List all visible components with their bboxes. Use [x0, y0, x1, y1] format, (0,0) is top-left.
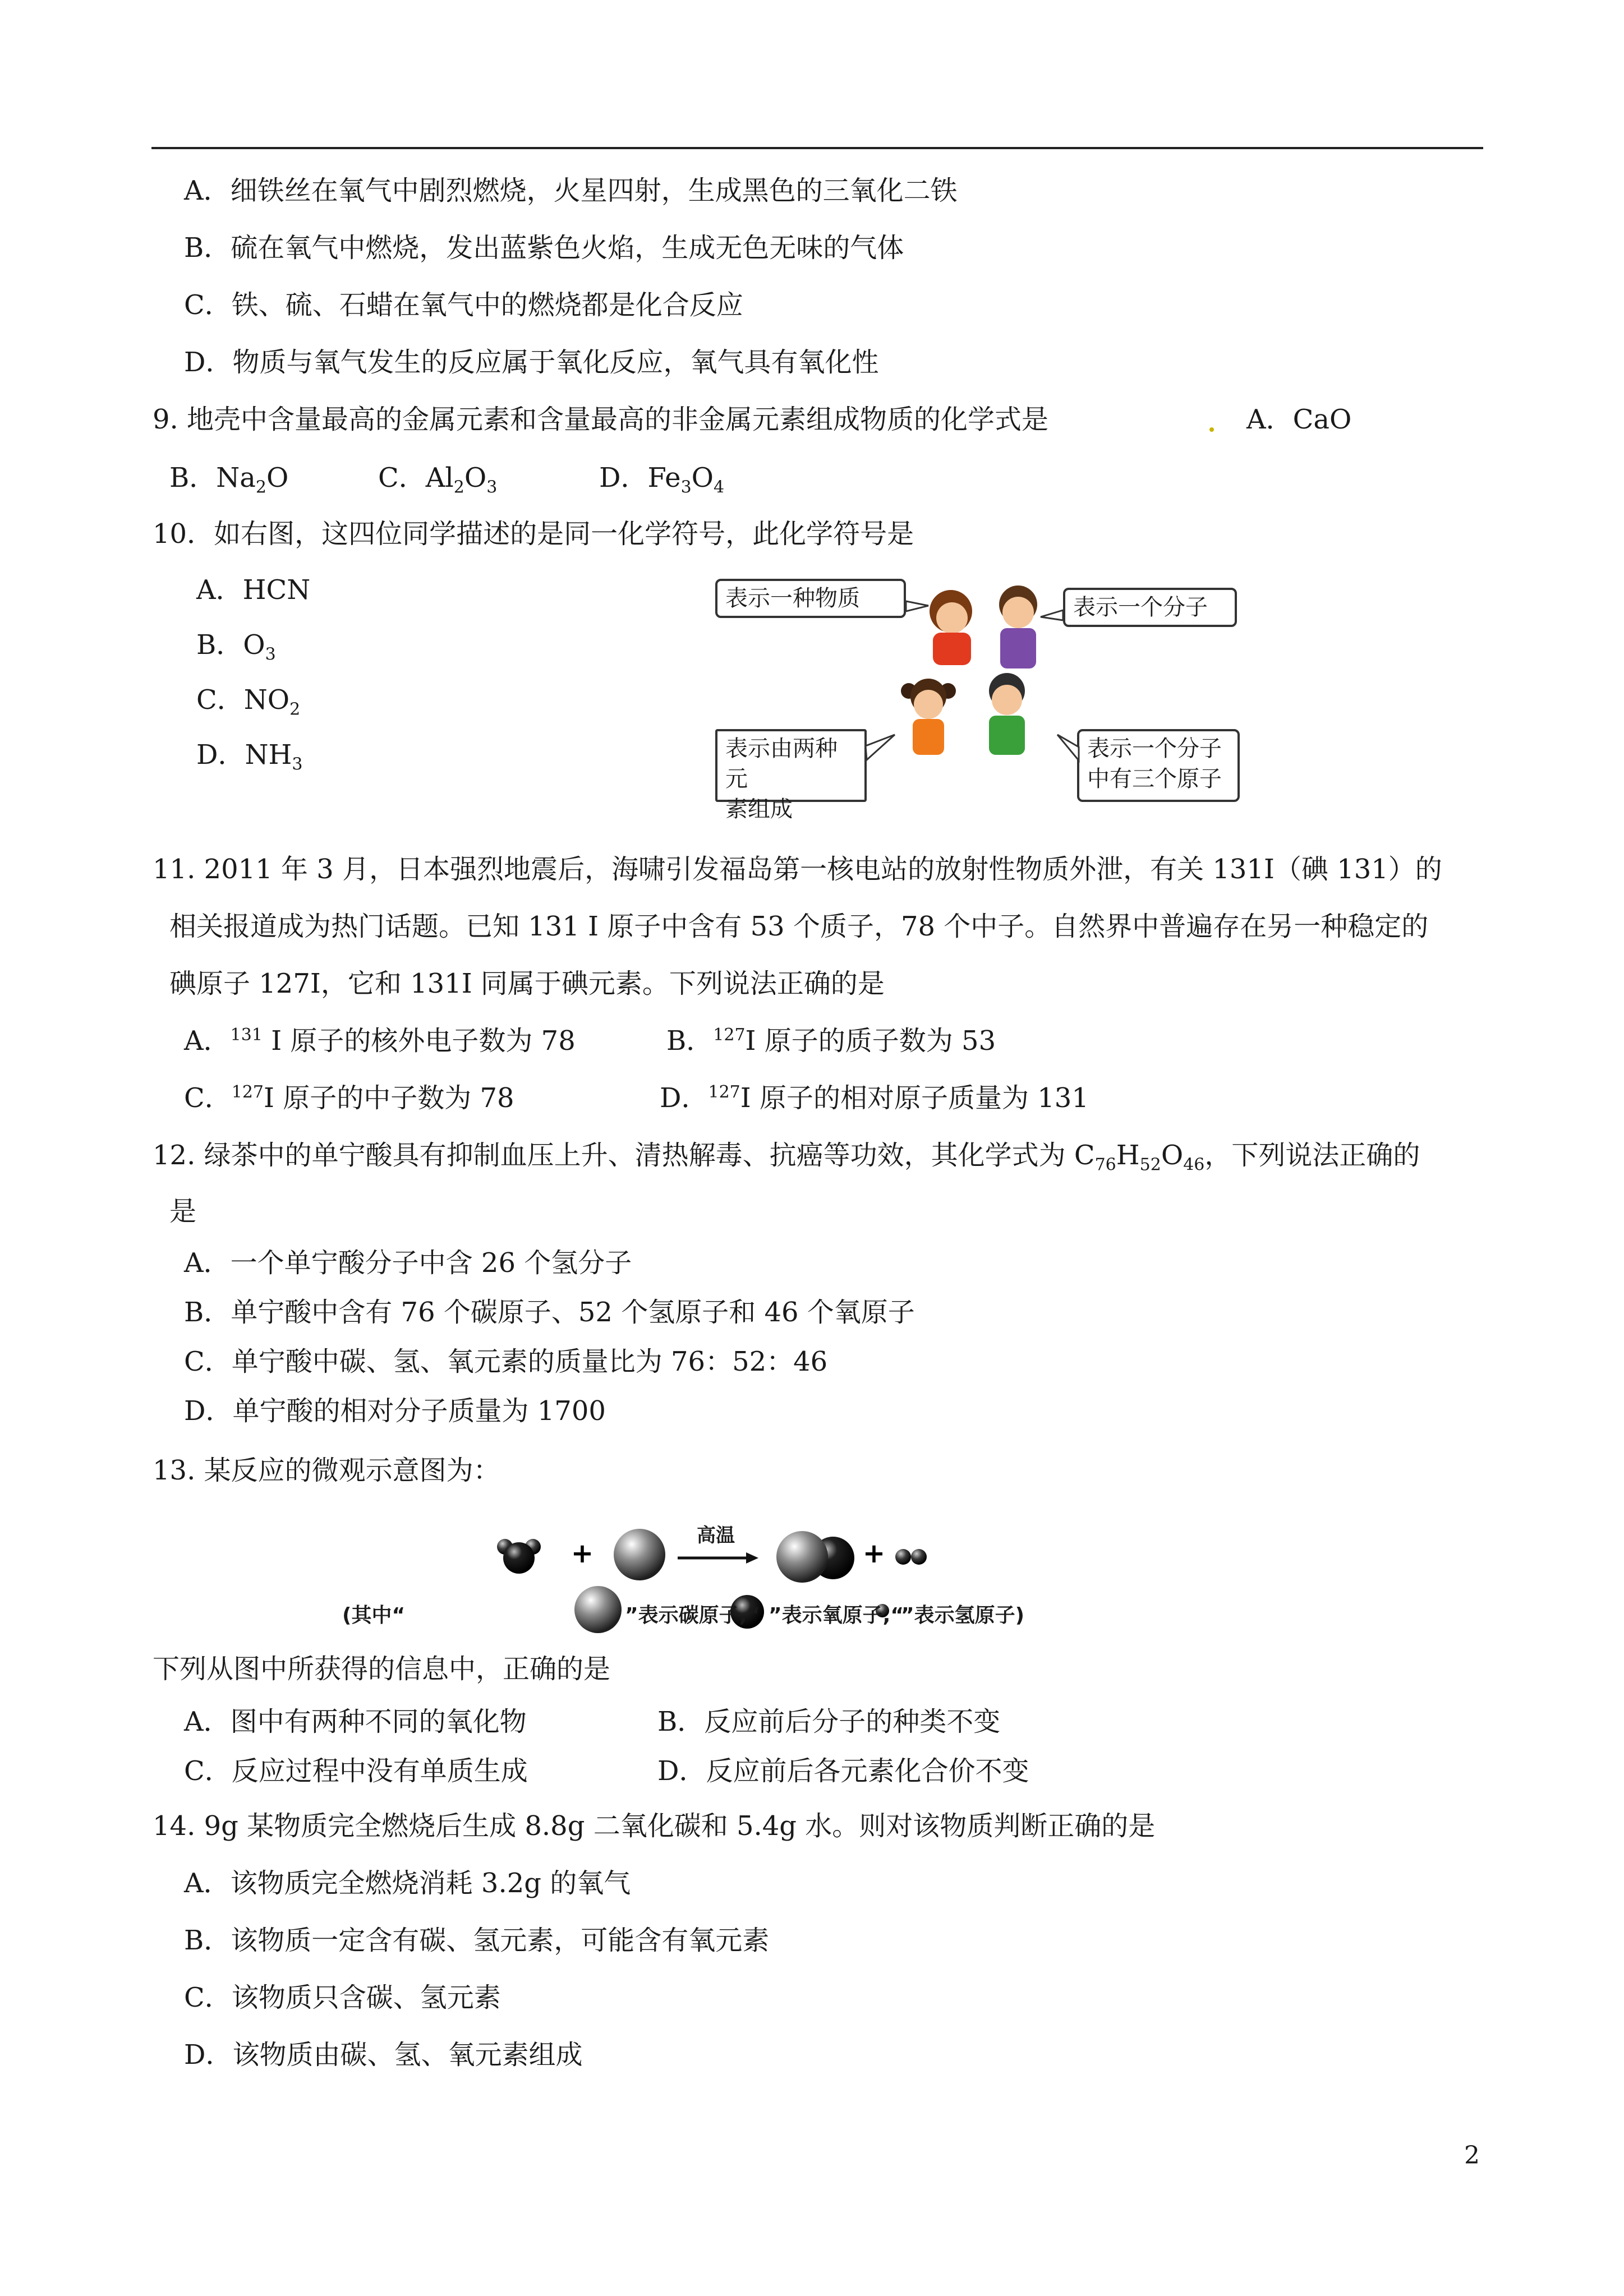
q12-stem-line1: 12. 绿茶中的单宁酸具有抑制血压上升、清热解毒、抗癌等功效，其化学式为 $C_{76}H_{52}O_{46}$，下列说法正确的 — [153, 1140, 1420, 1175]
q9-option-b: B．$Na_2O$ — [169, 462, 289, 497]
student-1-figure — [930, 590, 972, 665]
q11-option-d: D．$^{127}$I 原子的相对原子质量为 131 — [660, 1082, 1089, 1114]
q10-bubble-three-atoms-line1: 表示一个分子 — [1087, 736, 1222, 762]
q13-stem: 13. 某反应的微观示意图为： — [153, 1455, 500, 1486]
carbon-atom — [614, 1529, 665, 1580]
student-3-figure — [901, 679, 956, 755]
q8-option-c: C．铁、硫、石蜡在氧气中的燃烧都是化合反应 — [184, 289, 743, 321]
q9-option-a: A．CaO — [1246, 404, 1352, 435]
q8-option-a: A．细铁丝在氧气中剧烈燃烧，火星四射，生成黑色的三氧化二铁 — [184, 175, 958, 206]
water-molecule — [497, 1539, 541, 1574]
q10-option-b: B．$O_3$ — [196, 629, 276, 665]
q11-option-c: C．$^{127}$I 原子的中子数为 78 — [184, 1082, 514, 1114]
student-2-figure — [999, 585, 1037, 668]
q9-option-d: D．$Fe_3O_4$ — [599, 462, 725, 497]
q10-bubble-substance: 表示一种物质 — [715, 579, 906, 618]
q10-bubble-two-elements-line1: 表示由两种元 — [725, 736, 838, 792]
q12-option-b: B．单宁酸中含有 76 个碳原子、52 个氢原子和 46 个氧原子 — [184, 1297, 915, 1328]
q10-option-c: C．$NO_2$ — [196, 684, 301, 720]
q12-option-d: D．单宁酸的相对分子质量为 1700 — [184, 1395, 606, 1427]
q10-bubble-molecule: 表示一个分子 — [1063, 588, 1237, 627]
q14-option-d: D．该物质由碳、氢、氧元素组成 — [184, 2039, 583, 2071]
q11-stem-line3: 碘原子 127I，它和 131I 同属于碘元素。下列说法正确的是 — [169, 968, 885, 999]
hydrogen-molecule — [895, 1549, 927, 1565]
page-number: 2 — [1464, 2141, 1480, 2170]
q10-bubble-three-atoms-line2: 中有三个原子 — [1087, 766, 1222, 792]
q13-option-b: B．反应前后分子的种类不变 — [657, 1706, 1001, 1737]
header-rule — [151, 147, 1483, 149]
q12-option-a: A．一个单宁酸分子中含 26 个氢分子 — [184, 1247, 632, 1279]
q14-option-c: C．该物质只含碳、氢元素 — [184, 1982, 501, 2013]
q13-option-d: D．反应前后各元素化合价不变 — [657, 1755, 1029, 1787]
q10-stem: 10．如右图，这四位同学描述的是同一化学符号，此化学符号是 — [153, 518, 914, 550]
q13-lead: 下列从图中所获得的信息中，正确的是 — [153, 1653, 611, 1685]
q10-option-a: A．HCN — [196, 574, 311, 606]
q11-stem-line1: 11. 2011 年 3 月，日本强烈地震后，海啸引发福岛第一核电站的放射性物质外泄，有关 131I（碘 131）的 — [153, 854, 1442, 885]
q13-legend-part3: ”表示氧原子,“ — [769, 1604, 904, 1627]
q13-arrow-label: 高温 — [697, 1524, 735, 1547]
q9-stem: 9. 地壳中含量最高的金属元素和含量最高的非金属元素组成物质的化学式是 — [153, 404, 1049, 435]
q10-option-d: D．$NH_3$ — [196, 739, 303, 774]
stray-dot — [1209, 427, 1214, 432]
q13-legend-part4: ”表示氢原子) — [901, 1604, 1025, 1627]
q11-stem-line2: 相关报道成为热门话题。已知 131 I 原子中含有 53 个质子，78 个中子。自然界中普遍存在另一种稳定的 — [169, 911, 1429, 942]
legend-carbon-icon — [574, 1586, 622, 1633]
q10-students-illustration — [704, 566, 1243, 813]
q11-option-b: B．$^{127}$I 原子的质子数为 53 — [666, 1025, 996, 1057]
q12-option-c: C．单宁酸中碳、氢、氧元素的质量比为 76：52：46 — [184, 1346, 828, 1377]
q13-option-a: A．图中有两种不同的氧化物 — [184, 1706, 527, 1737]
q14-stem: 14. 9g 某物质完全燃烧后生成 8.8g 二氧化碳和 5.4g 水。则对该物质判断正确的是 — [153, 1810, 1156, 1842]
q13-legend-part1: (其中“ — [342, 1604, 406, 1627]
q14-option-a: A．该物质完全燃烧消耗 3.2g 的氧气 — [184, 1868, 631, 1899]
q8-option-b: B．硫在氧气中燃烧，发出蓝紫色火焰，生成无色无味的气体 — [184, 232, 904, 264]
q14-option-b: B．该物质一定含有碳、氢元素，可能含有氧元素 — [184, 1925, 770, 1956]
q13-legend-part2: ”表示碳原子,“ — [625, 1604, 760, 1627]
q10-figure — [704, 566, 1243, 822]
carbon-monoxide-molecule — [776, 1531, 854, 1583]
svg-text:+: + — [571, 1538, 594, 1569]
svg-text:+: + — [862, 1538, 886, 1569]
q8-option-d: D．物质与氧气发生的反应属于氧化反应，氧气具有氧化性 — [184, 347, 879, 378]
q12-stem-line2: 是 — [169, 1196, 197, 1227]
q10-bubble-two-elements-line2: 素组成 — [725, 796, 793, 822]
q13-option-c: C．反应过程中没有单质生成 — [184, 1755, 528, 1787]
student-4-figure — [989, 673, 1025, 755]
q9-option-c: C．$Al_2O_3$ — [378, 462, 498, 497]
q11-option-a: A．$^{131}$ I 原子的核外电子数为 78 — [184, 1025, 576, 1057]
